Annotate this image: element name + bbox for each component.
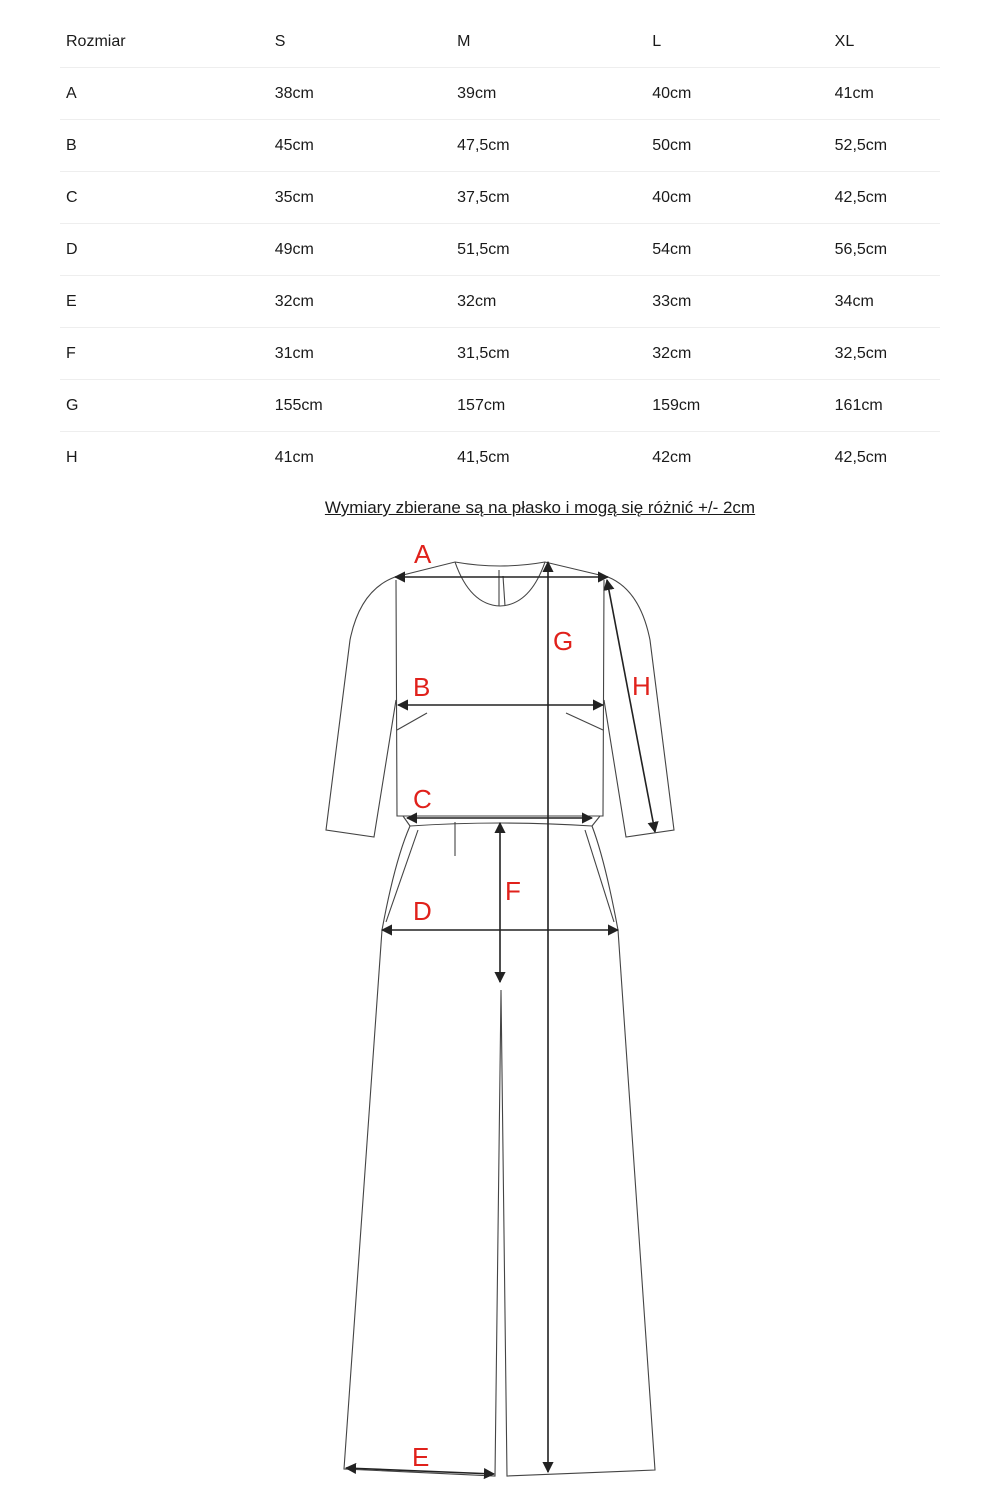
cell-value: 37,5cm <box>451 172 646 224</box>
row-label: F <box>60 328 269 380</box>
row-label: A <box>60 68 269 120</box>
header-size-xl: XL <box>829 16 940 68</box>
cell-value: 41cm <box>274 448 314 466</box>
label-d: D <box>413 896 432 926</box>
cell-value: 49cm <box>269 224 451 276</box>
cell-value: 32cm <box>269 276 451 328</box>
table-header-row <box>60 16 940 68</box>
garment-outline <box>326 562 674 1476</box>
header-rozmiar: Rozmiar <box>60 16 269 68</box>
measurement-note: Wymiary zbierane są na płasko i mogą się różnić +/- 2cm <box>324 498 756 517</box>
table-row <box>60 380 940 432</box>
cell-value: 32cm <box>646 328 828 380</box>
label-h: H <box>632 671 651 701</box>
cell-value: 54cm <box>646 224 828 276</box>
cell-value: 38cm <box>269 68 451 120</box>
cell-value: 42,5cm <box>834 448 888 466</box>
label-f: F <box>505 876 521 906</box>
table-row <box>60 172 940 224</box>
label-b: B <box>413 672 431 702</box>
table-row <box>60 224 940 276</box>
cell-value: 40cm <box>646 172 828 224</box>
cell-value: 50cm <box>646 120 828 172</box>
cell-value: 40cm <box>646 68 828 120</box>
row-label: B <box>60 120 269 172</box>
row-label: D <box>60 224 269 276</box>
cell-value: 42cm <box>652 448 692 466</box>
cell-value: 31,5cm <box>451 328 646 380</box>
cell-value: 41cm <box>829 68 940 120</box>
table-row <box>60 328 940 380</box>
table-row <box>60 432 940 484</box>
cell-value: 45cm <box>269 120 451 172</box>
cell-value: 52,5cm <box>829 120 940 172</box>
cell-value: 35cm <box>269 172 451 224</box>
jumpsuit-diagram <box>320 535 680 1485</box>
cell-value: 41,5cm <box>457 448 510 466</box>
row-label: H <box>66 448 78 466</box>
cell-value: 157cm <box>451 380 646 432</box>
table-row <box>60 120 940 172</box>
label-g: G <box>553 626 574 656</box>
cell-value: 32cm <box>451 276 646 328</box>
cell-value: 47,5cm <box>451 120 646 172</box>
label-c: C <box>413 784 432 814</box>
header-size-l: L <box>646 16 828 68</box>
row-label: C <box>60 172 269 224</box>
cell-value: 31cm <box>269 328 451 380</box>
table-row <box>60 276 940 328</box>
row-label: G <box>60 380 269 432</box>
cell-value: 42,5cm <box>829 172 940 224</box>
label-a: A <box>414 539 432 569</box>
table-row <box>60 68 940 120</box>
cell-value: 33cm <box>646 276 828 328</box>
cell-value: 32,5cm <box>829 328 940 380</box>
cell-value: 56,5cm <box>829 224 940 276</box>
size-table <box>60 16 940 483</box>
measurement-labels <box>412 539 651 1472</box>
row-label: E <box>60 276 269 328</box>
cell-value: 34cm <box>829 276 940 328</box>
cell-value: 155cm <box>269 380 451 432</box>
cell-value: 51,5cm <box>451 224 646 276</box>
header-size-m: M <box>451 16 646 68</box>
cell-value: 161cm <box>829 380 940 432</box>
arrow-h <box>607 580 655 832</box>
cell-value: 159cm <box>646 380 828 432</box>
cell-value: 39cm <box>451 68 646 120</box>
label-e: E <box>412 1442 430 1472</box>
header-size-s: S <box>269 16 451 68</box>
